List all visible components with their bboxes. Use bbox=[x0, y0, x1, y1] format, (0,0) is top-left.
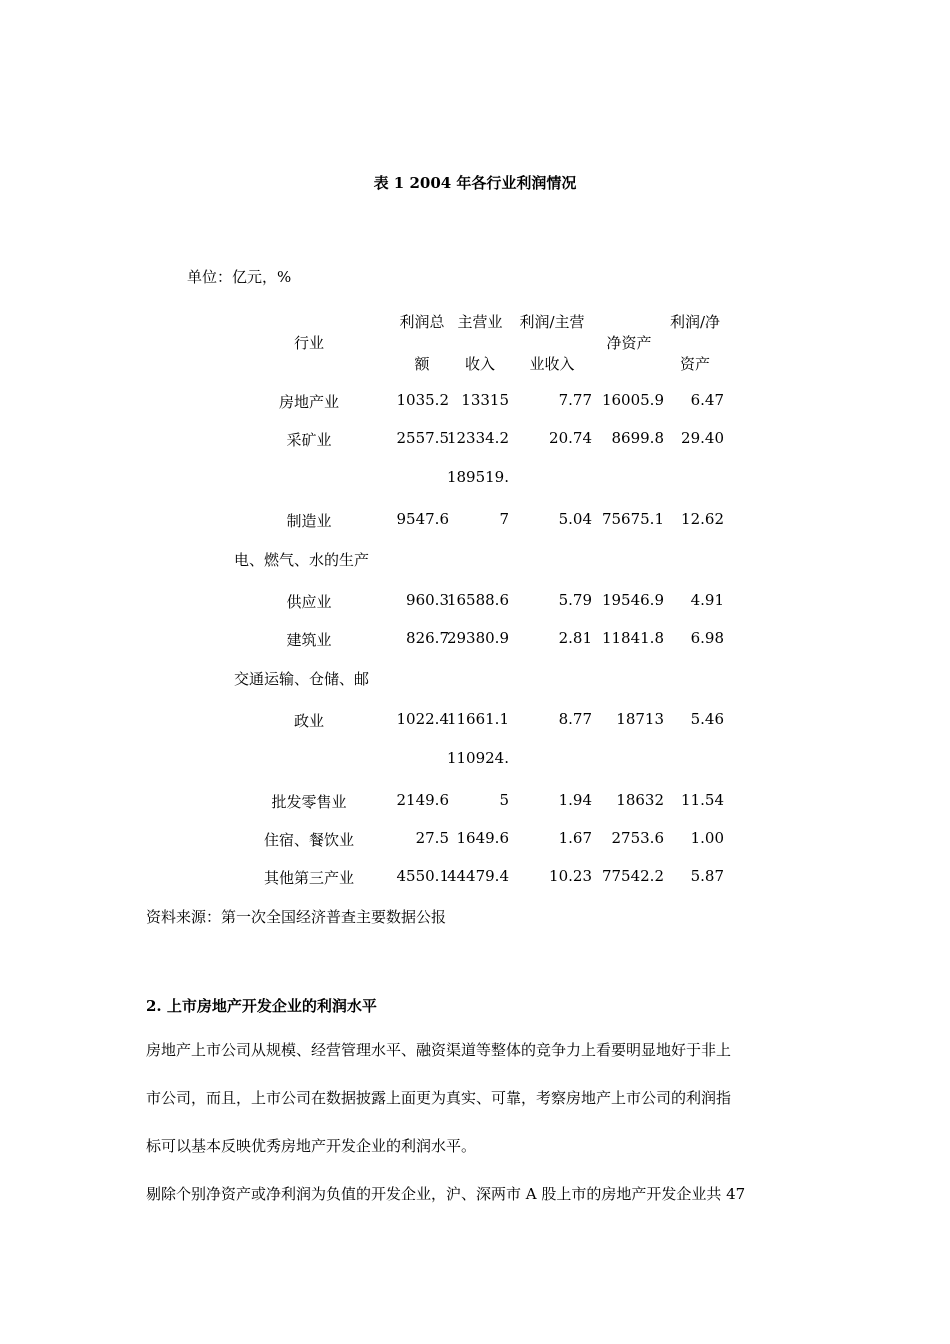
paragraph-line: 市公司，而且，上市公司在数据披露上面更为真实、可靠，考察房地产上市公司的利润指 bbox=[146, 1089, 732, 1107]
roe-cell: 4.91 bbox=[690, 591, 724, 609]
equity-cell: 8699.8 bbox=[611, 429, 664, 447]
roe-cell: 5.87 bbox=[690, 867, 724, 885]
roe-cell: 6.47 bbox=[690, 391, 724, 409]
table-title: 表 1 2004 年各行业利润情况 bbox=[373, 174, 577, 192]
header-margin-line1: 利润/主营 bbox=[519, 313, 585, 331]
profit-cell: 2557.5 bbox=[396, 429, 449, 447]
industry-cell: 建筑业 bbox=[286, 631, 332, 649]
industry-cell: 供应业 bbox=[286, 593, 332, 611]
revenue-cell: 11661.1 bbox=[446, 710, 509, 728]
profit-cell: 27.5 bbox=[415, 829, 449, 847]
revenue-cell: 1649.6 bbox=[456, 829, 509, 847]
header-revenue-line1: 主营业 bbox=[457, 313, 503, 331]
revenue-cell: 7 bbox=[499, 510, 509, 528]
industry-cell: 住宿、餐饮业 bbox=[263, 831, 354, 849]
revenue-cell: 12334.2 bbox=[446, 429, 509, 447]
profit-cell: 960.3 bbox=[406, 591, 449, 609]
roe-cell: 29.40 bbox=[681, 429, 724, 447]
equity-cell: 19546.9 bbox=[601, 591, 664, 609]
roe-cell: 6.98 bbox=[690, 629, 724, 647]
margin-cell: 1.67 bbox=[558, 829, 592, 847]
equity-cell: 18632 bbox=[616, 791, 664, 809]
paragraph-line: 标可以基本反映优秀房地产开发企业的利润水平。 bbox=[146, 1137, 477, 1155]
revenue-cell: 29380.9 bbox=[446, 629, 509, 647]
margin-cell: 10.23 bbox=[549, 867, 592, 885]
margin-cell: 20.74 bbox=[549, 429, 592, 447]
header-profit-line2: 额 bbox=[414, 355, 430, 373]
revenue-cell: 44479.4 bbox=[446, 867, 509, 885]
industry-cell: 政业 bbox=[293, 712, 324, 730]
revenue-cell-line1: 110924. bbox=[446, 749, 509, 767]
equity-cell: 2753.6 bbox=[611, 829, 664, 847]
equity-cell: 11841.8 bbox=[601, 629, 664, 647]
revenue-cell: 16588.6 bbox=[446, 591, 509, 609]
header-roe-line2: 资产 bbox=[679, 355, 710, 373]
profit-cell: 1035.2 bbox=[396, 391, 449, 409]
margin-cell: 5.79 bbox=[558, 591, 592, 609]
header-revenue-line2: 收入 bbox=[464, 355, 495, 373]
industry-cell: 制造业 bbox=[286, 512, 332, 530]
unit-label: 单位：亿元，% bbox=[187, 268, 292, 286]
profit-cell: 4550.1 bbox=[396, 867, 449, 885]
margin-cell: 8.77 bbox=[558, 710, 592, 728]
margin-cell: 1.94 bbox=[558, 791, 592, 809]
profit-cell: 826.7 bbox=[406, 629, 449, 647]
margin-cell: 7.77 bbox=[558, 391, 592, 409]
industry-cell: 批发零售业 bbox=[271, 793, 347, 811]
margin-cell: 2.81 bbox=[558, 629, 592, 647]
header-roe-line1: 利润/净 bbox=[669, 313, 721, 331]
equity-cell: 16005.9 bbox=[601, 391, 664, 409]
equity-cell: 75675.1 bbox=[601, 510, 664, 528]
section-heading: 2. 上市房地产开发企业的利润水平 bbox=[146, 997, 377, 1015]
industry-cell: 房地产业 bbox=[278, 393, 339, 411]
equity-cell: 77542.2 bbox=[601, 867, 664, 885]
industry-cell-line1: 电、燃气、水的生产 bbox=[234, 551, 370, 569]
header-industry: 行业 bbox=[293, 334, 324, 352]
source-note: 资料来源：第一次全国经济普查主要数据公报 bbox=[146, 908, 447, 926]
header-equity: 净资产 bbox=[606, 334, 652, 352]
paragraph-line: 剔除个别净资产或净利润为负值的开发企业，沪、深两市 A 股上市的房地产开发企业共 47 bbox=[146, 1185, 746, 1203]
roe-cell: 5.46 bbox=[690, 710, 724, 728]
roe-cell: 11.54 bbox=[681, 791, 724, 809]
industry-cell-line1: 交通运输、仓储、邮 bbox=[234, 670, 370, 688]
roe-cell: 1.00 bbox=[690, 829, 724, 847]
revenue-cell-line1: 189519. bbox=[446, 468, 509, 486]
paragraph-line: 房地产上市公司从规模、经营管理水平、融资渠道等整体的竞争力上看要明显地好于非上 bbox=[146, 1041, 732, 1059]
header-margin-line2: 业收入 bbox=[529, 355, 575, 373]
profit-cell: 2149.6 bbox=[396, 791, 449, 809]
equity-cell: 18713 bbox=[616, 710, 664, 728]
margin-cell: 5.04 bbox=[558, 510, 592, 528]
revenue-cell: 5 bbox=[499, 791, 509, 809]
industry-cell: 采矿业 bbox=[286, 431, 332, 449]
profit-cell: 1022.4 bbox=[396, 710, 449, 728]
profit-cell: 9547.6 bbox=[396, 510, 449, 528]
industry-cell: 其他第三产业 bbox=[263, 869, 354, 887]
roe-cell: 12.62 bbox=[681, 510, 724, 528]
revenue-cell: 13315 bbox=[461, 391, 509, 409]
header-profit-line1: 利润总 bbox=[399, 313, 445, 331]
